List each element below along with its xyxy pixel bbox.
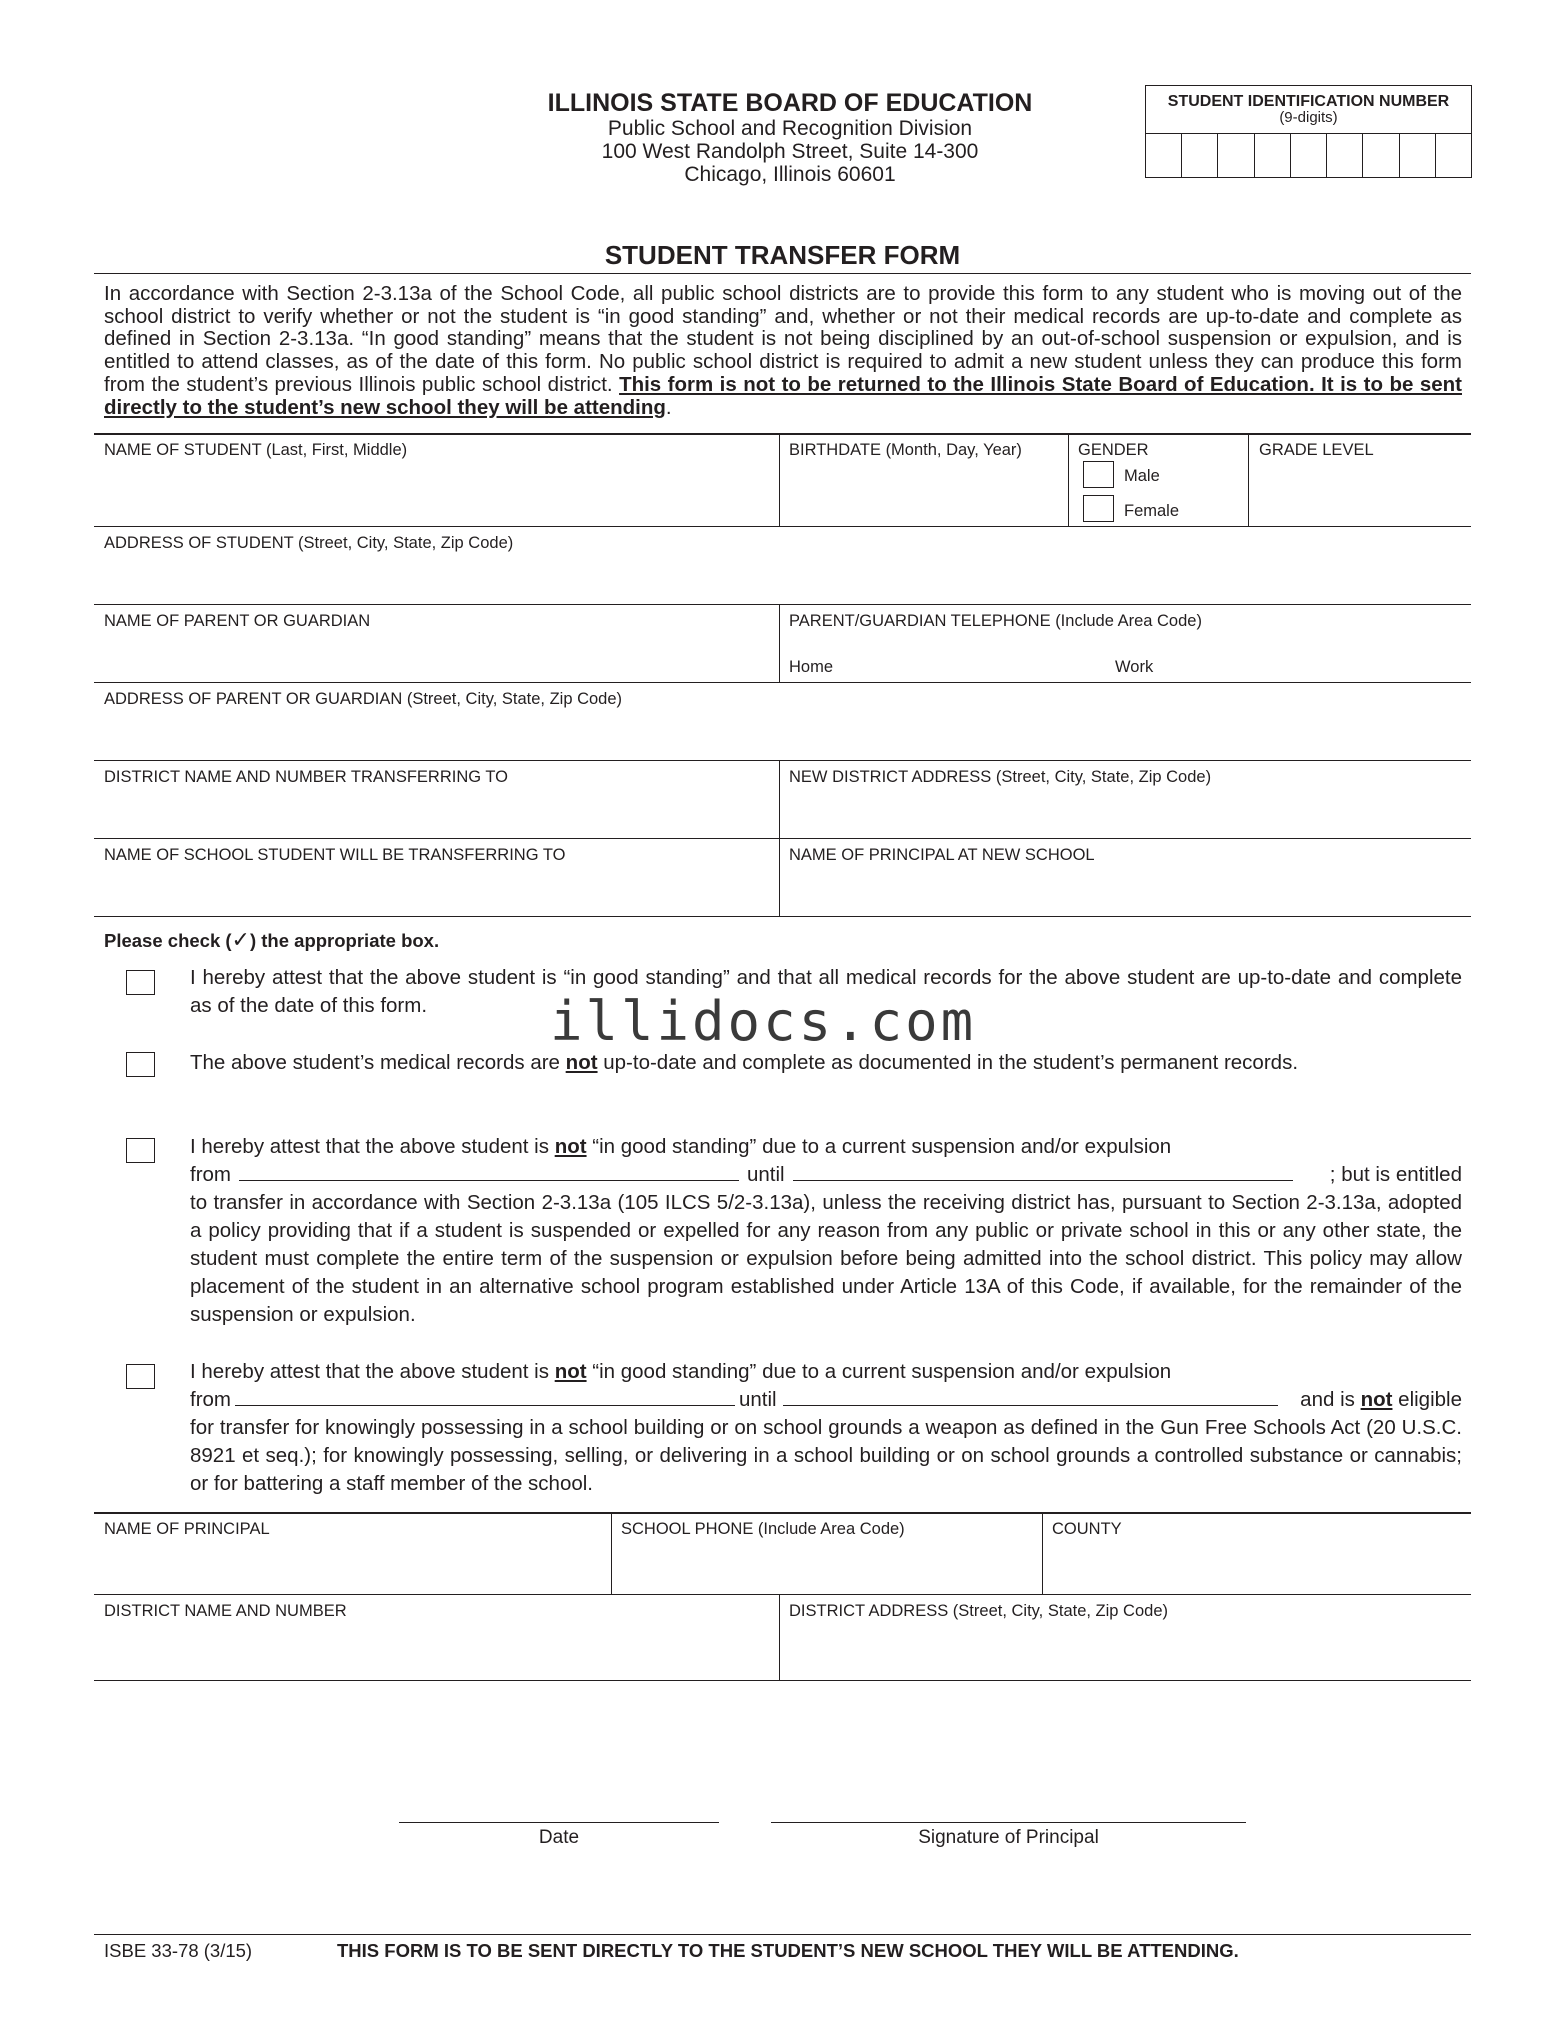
birthdate-field[interactable]: BIRTHDATE (Month, Day, Year): [789, 441, 1022, 459]
option-4-line1: [190, 1358, 1462, 1386]
school-to-field[interactable]: NAME OF SCHOOL STUDENT WILL BE TRANSFERRING TO: [104, 846, 566, 864]
male-checkbox[interactable]: [1083, 461, 1114, 488]
option-3-entitled: ; but is entitled: [1329, 1163, 1462, 1186]
option-2-pre: The above student’s medical records are: [190, 1051, 566, 1074]
divider: [94, 1512, 1471, 1514]
divider: [779, 1594, 780, 1680]
expulsion-until-input[interactable]: [783, 1387, 1278, 1406]
male-label: Male: [1124, 467, 1160, 485]
option-3-line2: [190, 1161, 1462, 1189]
date-label: Date: [538, 1827, 580, 1848]
option-2-post: up-to-date and complete as documented in the student’s permanent records.: [597, 1051, 1299, 1074]
option-3-until: until: [747, 1163, 785, 1186]
signature-line[interactable]: [771, 1822, 1246, 1823]
option-4-from: from: [190, 1388, 231, 1411]
suspension-from-input[interactable]: [239, 1162, 739, 1181]
digit-box[interactable]: [1363, 134, 1399, 177]
intro-text: In accordance with Section 2-3.13a of the School Code, all public school districts are to provide this form to any student who is moving out of the school district to verify whether or not the student is “in good standing” and, whether or not their medical records are up-to-date and complete as defined in Section 2-3.13a. “In good standing” means that the student is not being disciplined by an out-of-school suspension or expulsion, and is entitled to attend classes, as of the date of this form. No public school district is required to admit a new student unless they can produce this form from the student’s previous Illinois public school district.: [104, 282, 1462, 396]
option-3-checkbox[interactable]: [126, 1138, 155, 1163]
digit-box[interactable]: [1436, 134, 1471, 177]
digit-box[interactable]: [1327, 134, 1363, 177]
option-3-rest: to transfer in accordance with Section 2-3.13a (105 ILCS 5/2-3.13a), unless the receiving district has, pursuant to Section 2-3.13a, adopted a policy providing that if a student is suspended or expelled for any reason from any public or private school in this or any other state, the student must complete the entire term of the suspension or expulsion before being admitted into the school district. This policy may allow placement of the student in an alternative school program established under Article 13A of this Code, if available, for the remainder of the suspension or expulsion.: [190, 1191, 1462, 1326]
student-id-sublabel: (9-digits): [1279, 109, 1338, 126]
district-to-field[interactable]: DISTRICT NAME AND NUMBER TRANSFERRING TO: [104, 768, 508, 786]
digit-box[interactable]: [1182, 134, 1218, 177]
option-3-from: from: [190, 1163, 231, 1186]
option-3-not: not: [554, 1135, 587, 1158]
option-4-checkbox[interactable]: [126, 1364, 155, 1389]
option-1-text: I hereby attest that the above student is “in good standing” and that all medical records for the above student are up-to-date and complete as of the date of this form.: [190, 966, 1462, 1017]
option-4-line2: [190, 1386, 1462, 1414]
divider: [1042, 1512, 1043, 1594]
parent-address-field[interactable]: ADDRESS OF PARENT OR GUARDIAN (Street, City, State, Zip Code): [104, 690, 623, 708]
county-field[interactable]: COUNTY: [1052, 1520, 1122, 1538]
option-4-until: until: [739, 1388, 777, 1411]
student-id-box: [1145, 85, 1472, 178]
divider: [94, 1934, 1471, 1935]
new-district-address-field[interactable]: NEW DISTRICT ADDRESS (Street, City, State, Zip Code): [789, 768, 1212, 786]
student-address-field[interactable]: ADDRESS OF STUDENT (Street, City, State, Zip Code): [104, 534, 514, 552]
divider: [94, 1680, 1471, 1681]
digit-box[interactable]: [1291, 134, 1327, 177]
agency-header: [440, 90, 1140, 186]
option-4-eligible: eligible: [1392, 1388, 1462, 1411]
intro-end: .: [665, 395, 672, 419]
check-heading: [104, 928, 439, 953]
option-3-line1: [190, 1133, 1462, 1161]
intro-paragraph: [104, 283, 1462, 419]
divider: [94, 916, 1471, 917]
school-phone-field[interactable]: SCHOOL PHONE (Include Area Code): [621, 1520, 905, 1538]
new-principal-field[interactable]: NAME OF PRINCIPAL AT NEW SCHOOL: [789, 846, 1095, 864]
district-address-field[interactable]: DISTRICT ADDRESS (Street, City, State, Zip Code): [789, 1602, 1168, 1620]
divider: [611, 1512, 612, 1594]
principal-field[interactable]: NAME OF PRINCIPAL: [104, 1520, 270, 1538]
home-phone-field[interactable]: Home: [789, 658, 834, 676]
suspension-until-input[interactable]: [793, 1162, 1293, 1181]
option-4-not2: not: [1360, 1388, 1393, 1411]
option-4-tail: [1294, 1386, 1462, 1414]
option-3-text: [190, 1133, 1462, 1329]
option-4-text: [190, 1358, 1462, 1498]
work-phone-field[interactable]: Work: [1115, 658, 1154, 676]
check-heading-post: ) the appropriate box.: [249, 930, 440, 951]
option-2-text: [190, 1049, 1462, 1077]
student-id-label: STUDENT IDENTIFICATION NUMBER: [1167, 93, 1450, 110]
divider: [94, 682, 1471, 683]
digit-box[interactable]: [1255, 134, 1291, 177]
student-name-field[interactable]: NAME OF STUDENT (Last, First, Middle): [104, 441, 408, 459]
divider: [94, 526, 1471, 527]
gender-label: GENDER: [1078, 441, 1149, 459]
option-1-checkbox[interactable]: [126, 970, 155, 995]
checkmark-icon: ✓: [231, 928, 250, 953]
divider: [1248, 433, 1249, 526]
footer-notice: THIS FORM IS TO BE SENT DIRECTLY TO THE STUDENT’S NEW SCHOOL THEY WILL BE ATTENDING.: [337, 1940, 1239, 1961]
agency-street: 100 West Randolph Street, Suite 14-300: [601, 140, 979, 163]
expulsion-from-input[interactable]: [235, 1387, 735, 1406]
check-heading-pre: Please check (: [104, 930, 232, 951]
digit-box[interactable]: [1218, 134, 1254, 177]
signature-label: Signature of Principal: [918, 1827, 1099, 1848]
option-4-pre: I hereby attest that the above student is: [190, 1360, 555, 1383]
divider: [779, 604, 780, 682]
grade-level-field[interactable]: GRADE LEVEL: [1259, 441, 1374, 459]
female-label: Female: [1124, 502, 1180, 520]
divider: [94, 760, 1471, 761]
student-id-digit-boxes[interactable]: [1146, 133, 1471, 177]
option-4-rest: for transfer for knowingly possessing in a school building or on school grounds a weapon as defined in the Gun Free Schools Act (20 U.S.C. 8921 et seq.); for knowingly possessing, selling, or delivering in a school building or on school grounds a controlled substance or cannabis; or for battering a staff member of the school.: [190, 1416, 1462, 1495]
divider: [94, 1594, 1471, 1595]
option-4-not: not: [554, 1360, 587, 1383]
divider: [94, 433, 1471, 435]
parent-phone-label: PARENT/GUARDIAN TELEPHONE (Include Area Code): [789, 612, 1202, 630]
agency-division: Public School and Recognition Division: [607, 117, 973, 140]
digit-box[interactable]: [1400, 134, 1436, 177]
date-line[interactable]: [399, 1822, 719, 1823]
option-4-and: and is: [1294, 1388, 1361, 1411]
agency-city: Chicago, Illinois 60601: [684, 163, 896, 186]
divider: [1068, 433, 1069, 526]
divider: [94, 604, 1471, 605]
divider: [94, 838, 1471, 839]
option-2-checkbox[interactable]: [126, 1052, 155, 1077]
divider: [779, 433, 780, 526]
district-field[interactable]: DISTRICT NAME AND NUMBER: [104, 1602, 347, 1620]
divider: [94, 273, 1471, 274]
female-checkbox[interactable]: [1083, 495, 1114, 522]
agency-name: ILLINOIS STATE BOARD OF EDUCATION: [547, 89, 1033, 117]
watermark: illidocs.com: [550, 990, 977, 1053]
form-number: ISBE 33-78 (3/15): [104, 1940, 253, 1961]
option-3-mid: “in good standing” due to a current suspension and/or expulsion: [586, 1135, 1172, 1158]
intro-bold-notice: This form is not to be returned to the Illinois State Board of Education. It is to be sent directly to the student’s new school they will be attending: [104, 372, 1462, 419]
option-2-not: not: [565, 1051, 598, 1074]
form-title: STUDENT TRANSFER FORM: [604, 240, 961, 270]
parent-name-field[interactable]: NAME OF PARENT OR GUARDIAN: [104, 612, 371, 630]
option-4-mid: “in good standing” due to a current suspension and/or expulsion: [586, 1360, 1172, 1383]
digit-box[interactable]: [1146, 134, 1182, 177]
option-3-pre: I hereby attest that the above student is: [190, 1135, 555, 1158]
